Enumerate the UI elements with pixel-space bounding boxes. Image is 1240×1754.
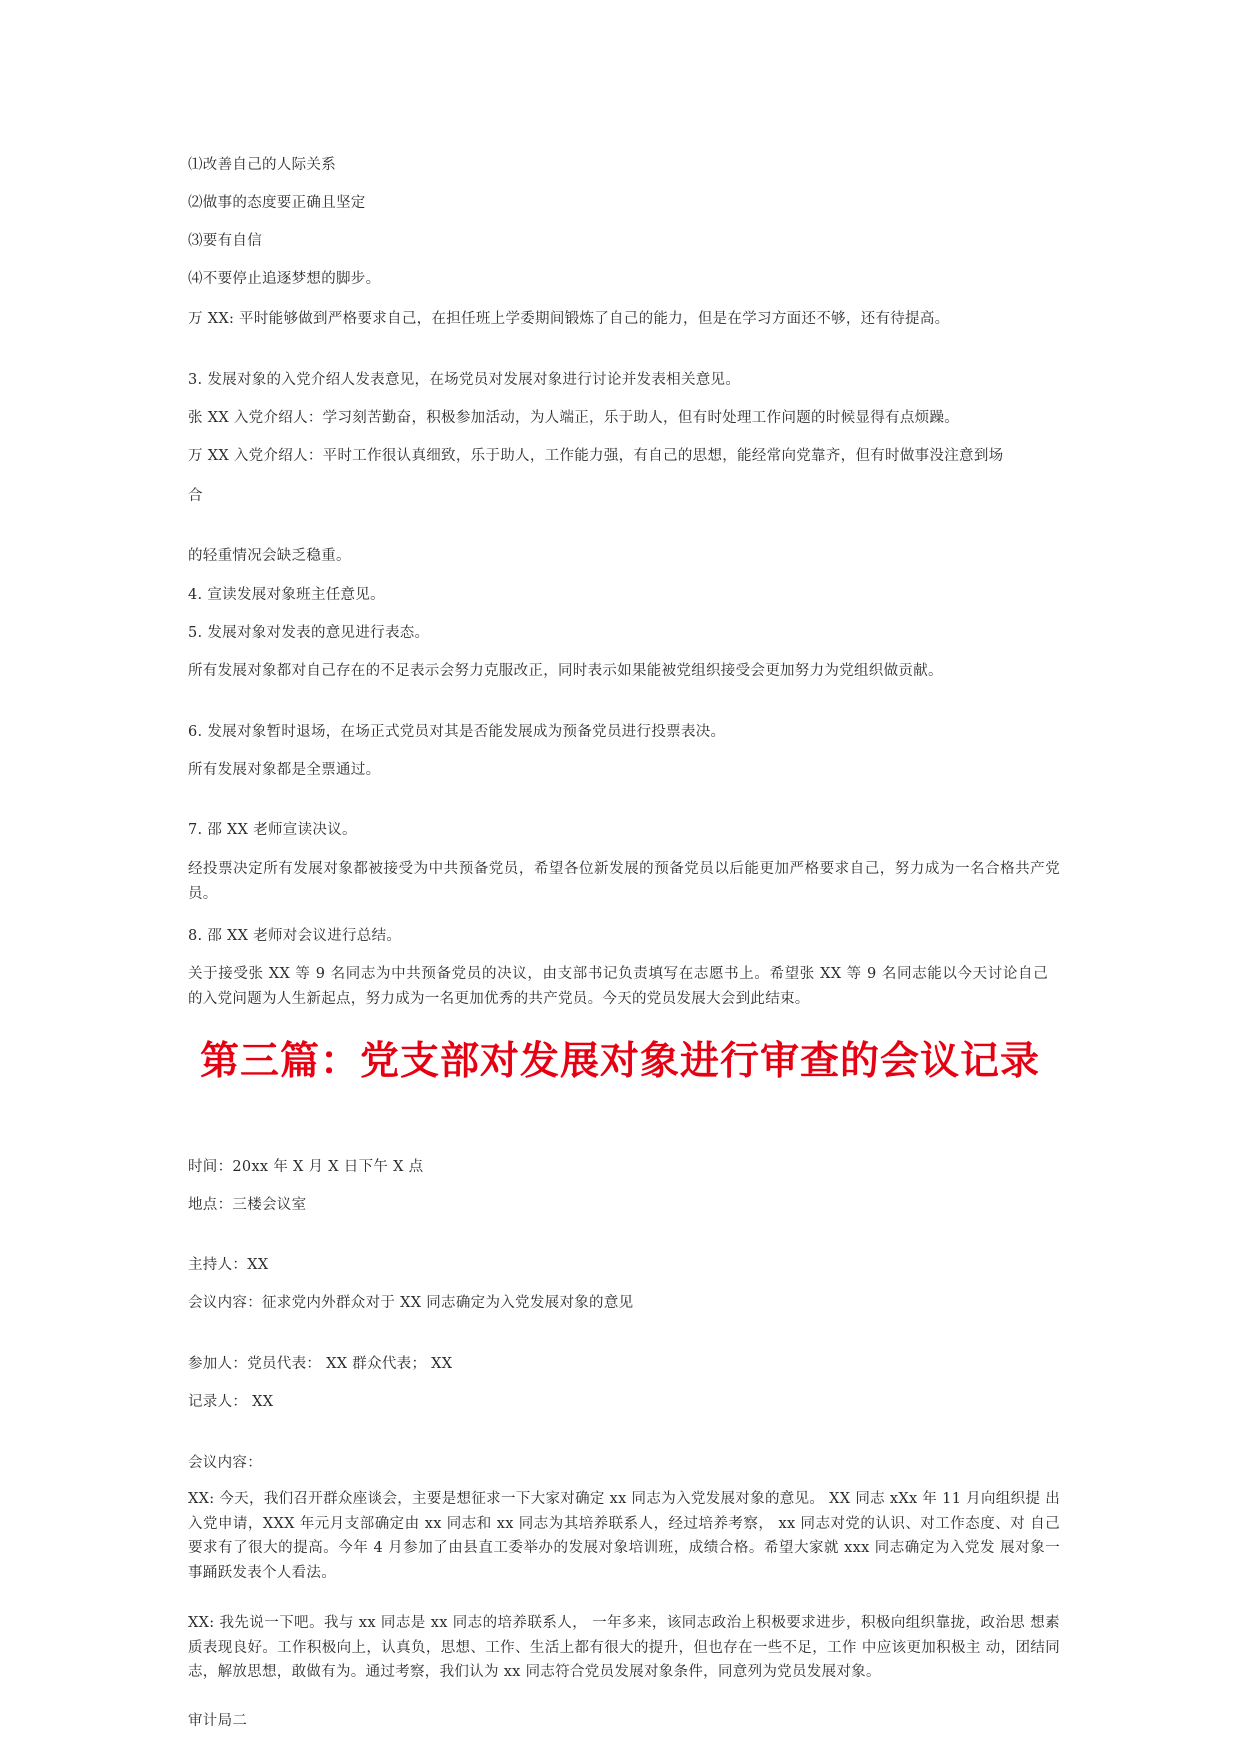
agenda-item-5: 5. 发展对象对发表的意见进行表态。 — [188, 625, 430, 641]
wan-introducer-comment-cont: 合 — [188, 488, 203, 504]
agenda-item-7-text: 经投票决定所有发展对象都被接受为中共预备党员，希望各位新发展的预备党员以后能更加严格要求自己，努力成为一名合格共产党员。 — [188, 861, 1060, 902]
wan-introducer-comment-cont: 的轻重情况会缺乏稳重。 — [188, 548, 351, 564]
meeting-host: 主持人：XX — [188, 1257, 269, 1273]
speech-paragraph: XX: 我先说一下吧。我与 xx 同志是 xx 同志的培养联系人， 一年多来，该同志政治上积极要求进步，积极向组织靠拢，政治思 想素质表现良好。工作积极向上，认真负，思想、工作、生活上都有很大的提升，但也存在一些不足，工作 中应该更加积极主 动，团结同志，解放思想，敢做有为。通过考察，我们认为 xx 同志符合党员发展对象条件，同意列为党员发展对象。 — [188, 1615, 1060, 1680]
agenda-item-5-text: 所有发展对象都对自己存在的不足表示会努力克服改正，同时表示如果能被党组织接受会更加努力为党组织做贡献。 — [188, 663, 943, 679]
meeting-time: 时间：20xx 年 X 月 X 日下午 X 点 — [188, 1159, 424, 1175]
agenda-item-3: 3. 发展对象的入党介绍人发表意见，在场党员对发展对象进行讨论并发表相关意见。 — [188, 372, 741, 388]
meeting-place: 地点：三楼会议室 — [188, 1197, 307, 1213]
meeting-content-label: 会议内容： — [188, 1455, 262, 1471]
meeting-attendees: 参加人：党员代表： XX 群众代表； XX — [188, 1356, 453, 1372]
zhang-introducer-comment: 张 XX 入党介绍人：学习刻苦勤奋，积极参加活动，为人端正，乐于助人，但有时处理工作问题的时候显得有点烦躁。 — [188, 410, 960, 426]
meeting-recorder: 记录人： XX — [188, 1394, 274, 1410]
agenda-item-6: 6. 发展对象暂时退场，在场正式党员对其是否能发展成为预备党员进行投票表决。 — [188, 724, 726, 740]
section-title: 第三篇：党支部对发展对象进行审查的会议记录 — [199, 1039, 1040, 1084]
agenda-item-8-text: 关于接受张 XX 等 9 名同志为中共预备党员的决议，由支部书记负责填写在志愿书上。希望张 XX 等 9 名同志能以今天讨论自己 的入党问题为人生新起点，努力成为一名更加优秀的共产党员。今天的党员发展大会到此结束。 — [188, 966, 1048, 1007]
footer-text: 审计局二 — [188, 1713, 248, 1729]
list-item: ⑶要有自信 — [188, 233, 262, 249]
list-item: ⑵做事的态度要正确且坚定 — [188, 195, 366, 211]
agenda-item-6-text: 所有发展对象都是全票通过。 — [188, 762, 381, 778]
meeting-agenda: 会议内容：征求党内外群众对于 XX 同志确定为入党发展对象的意见 — [188, 1295, 634, 1311]
agenda-item-7: 7. 邵 XX 老师宣读决议。 — [188, 822, 357, 838]
agenda-item-4: 4. 宣读发展对象班主任意见。 — [188, 587, 385, 603]
list-item: ⑴改善自己的人际关系 — [188, 157, 336, 173]
wan-comment: 万 XX: 平时能够做到严格要求自己，在担任班上学委期间锻炼了自己的能力，但是在学习方面还不够，还有待提高。 — [188, 311, 950, 327]
wan-introducer-comment: 万 XX 入党介绍人：平时工作很认真细致，乐于助人，工作能力强，有自己的思想，能经常向党靠齐，但有时做事没注意到场 — [188, 448, 1004, 464]
agenda-item-8: 8. 邵 XX 老师对会议进行总结。 — [188, 928, 402, 944]
list-item: ⑷不要停止追逐梦想的脚步。 — [188, 271, 381, 287]
speech-paragraph: XX: 今天，我们召开群众座谈会，主要是想征求一下大家对确定 xx 同志为入党发展对象的意见。 XX 同志 xXx 年 11 月向组织提 出入党申请，XXX 年元月支部确定由 xx 同志和 xx 同志为其培养联系人，经过培养考察， xx 同志对党的认识、对工作态度、对 自己要求有了很大的提高。今年 4 月参加了由县直工委举办的发展对象培训班，成绩合格。希望大家就 xxx 同志确定为入党发 展对象一事踊跃发表个人看法。 — [188, 1491, 1060, 1581]
